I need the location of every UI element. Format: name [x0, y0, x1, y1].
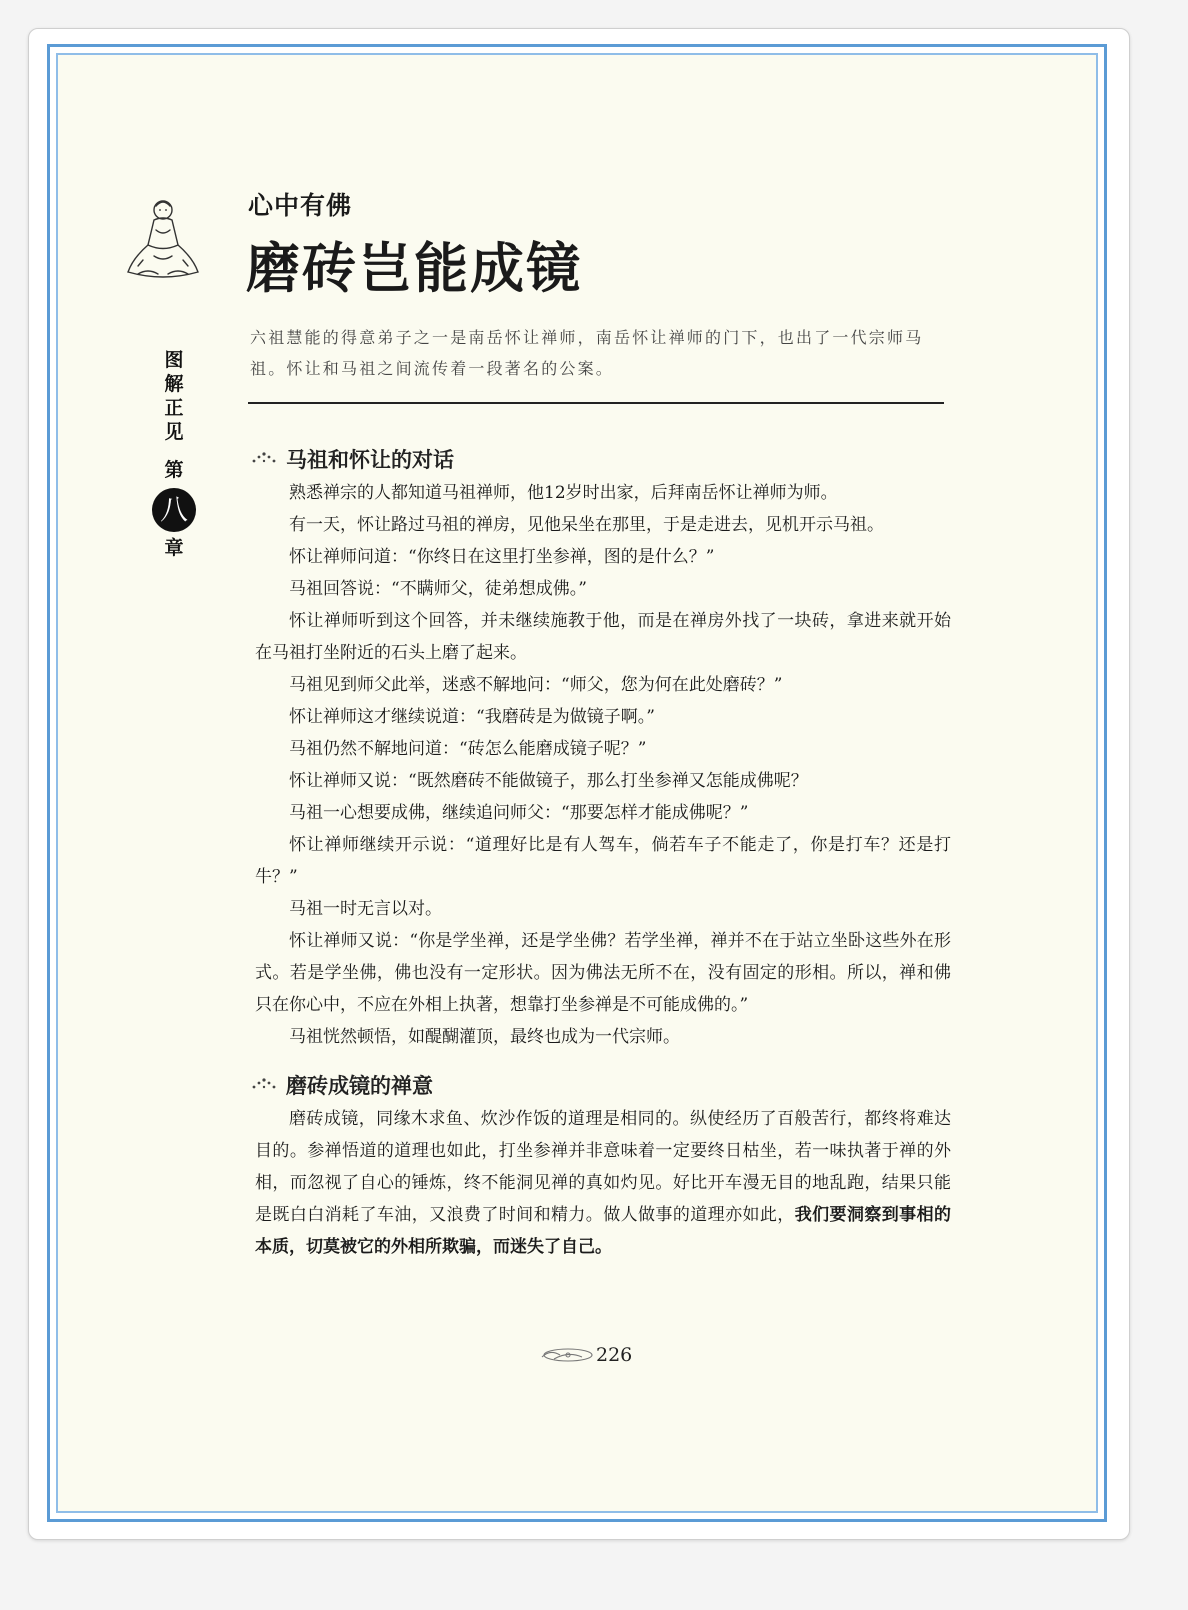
section-heading-2: [250, 1070, 433, 1100]
body-paragraph: 马祖回答说：“不瞒师父，徒弟想成佛。”: [289, 579, 587, 599]
chapter-number-badge: 八: [152, 488, 196, 532]
section-1-body: [255, 477, 951, 1053]
page-number-text: 226: [596, 1344, 633, 1366]
body-paragraph: 怀让禅师继续开示说：“道理好比是有人驾车，倘若车子不能走了，你是打车？还是打牛？”: [255, 835, 951, 887]
section-heading-1: [250, 444, 454, 474]
section-ornament-icon: [250, 449, 278, 469]
body-paragraph: 马祖一心想要成佛，继续追问师父：“那要怎样才能成佛呢？”: [289, 803, 749, 823]
side-nav-char: 见: [164, 421, 184, 443]
page-number: [538, 1344, 632, 1366]
side-nav-char: 正: [164, 397, 184, 419]
section-kicker: 心中有佛: [248, 191, 353, 220]
body-paragraph: 怀让禅师又说：“既然磨砖不能做镜子，那么打坐参禅又怎能成佛呢？: [289, 771, 808, 791]
intro-paragraph: 六祖慧能的得意弟子之一是南岳怀让禅师，南岳怀让禅师的门下，也出了一代宗师马祖。怀让和马祖之间流传着一段著名的公案。: [250, 328, 924, 378]
body-paragraph: 怀让禅师这才继续说道：“我磨砖是为做镜子啊。”: [289, 707, 655, 727]
side-nav-di: 第: [164, 459, 184, 481]
body-paragraph: 有一天，怀让路过马祖的禅房，见他呆坐在那里，于是走进去，见机开示马祖。: [289, 515, 884, 535]
body-paragraph: 马祖仍然不解地问道：“砖怎么能磨成镜子呢？”: [289, 739, 647, 759]
body-paragraph: 怀让禅师听到这个回答，并未继续施教于他，而是在禅房外找了一块砖，拿进来就开始在马祖打坐附近的石头上磨了起来。: [255, 611, 951, 663]
divider-rule: [248, 402, 944, 404]
body-paragraph: 熟悉禅宗的人都知道马祖禅师，他12岁时出家，后拜南岳怀让禅师为师。: [289, 483, 838, 503]
section-ornament-icon: [250, 1075, 278, 1095]
section-heading-text: 磨砖成镜的禅意: [286, 1073, 433, 1098]
side-nav-char: 图: [164, 349, 184, 371]
folio-ornament: [538, 1345, 594, 1365]
body-text-emphasis: 我们要洞察到事相的本质，切莫被它的外相所欺骗，而迷失了自己。: [255, 1205, 952, 1257]
side-nav-char: 解: [164, 373, 184, 395]
monk-illustration: [118, 190, 208, 290]
body-paragraph: 马祖见到师父此举，迷惑不解地问：“师父，您为何在此处磨砖？”: [289, 675, 783, 695]
section-2-body: [255, 1103, 951, 1263]
body-paragraph: 马祖一时无言以对。: [289, 899, 442, 919]
body-text-plain: 磨砖成镜，同缘木求鱼、炊沙作饭的道理是相同的。纵使经历了百般苦行，都终将难达目的。参禅悟道的道理也如此，打坐参禅并非意味着一定要终日枯坐，若一味执著于禅的外相，而忽视了自心的锤炼，终不能洞见禅的真如灼见。好比开车漫无目的地乱跑，结果只能是既白白消耗了车油，又浪费了时间和精力。做人做事的道理亦如此，: [255, 1109, 951, 1225]
body-paragraph: 马祖恍然顿悟，如醍醐灌顶，最终也成为一代宗师。: [289, 1027, 680, 1047]
body-paragraph: 怀让禅师又说：“你是学坐禅，还是学坐佛？若学坐禅，禅并不在于站立坐卧这些外在形式。若是学坐佛，佛也没有一定形状。因为佛法无所不在，没有固定的形相。所以，禅和佛只在你心中，不应在外相上执著，想靠打坐参禅是不可能成佛的。”: [255, 931, 951, 1015]
body-paragraph: [255, 1103, 951, 1263]
page-title: 磨砖岂能成镜: [246, 236, 582, 300]
section-heading-text: 马祖和怀让的对话: [286, 447, 454, 472]
side-nav-zhang: 章: [164, 537, 184, 559]
chapter-side-nav: [152, 348, 196, 560]
body-paragraph: 怀让禅师问道：“你终日在这里打坐参禅，图的是什么？”: [289, 547, 715, 567]
